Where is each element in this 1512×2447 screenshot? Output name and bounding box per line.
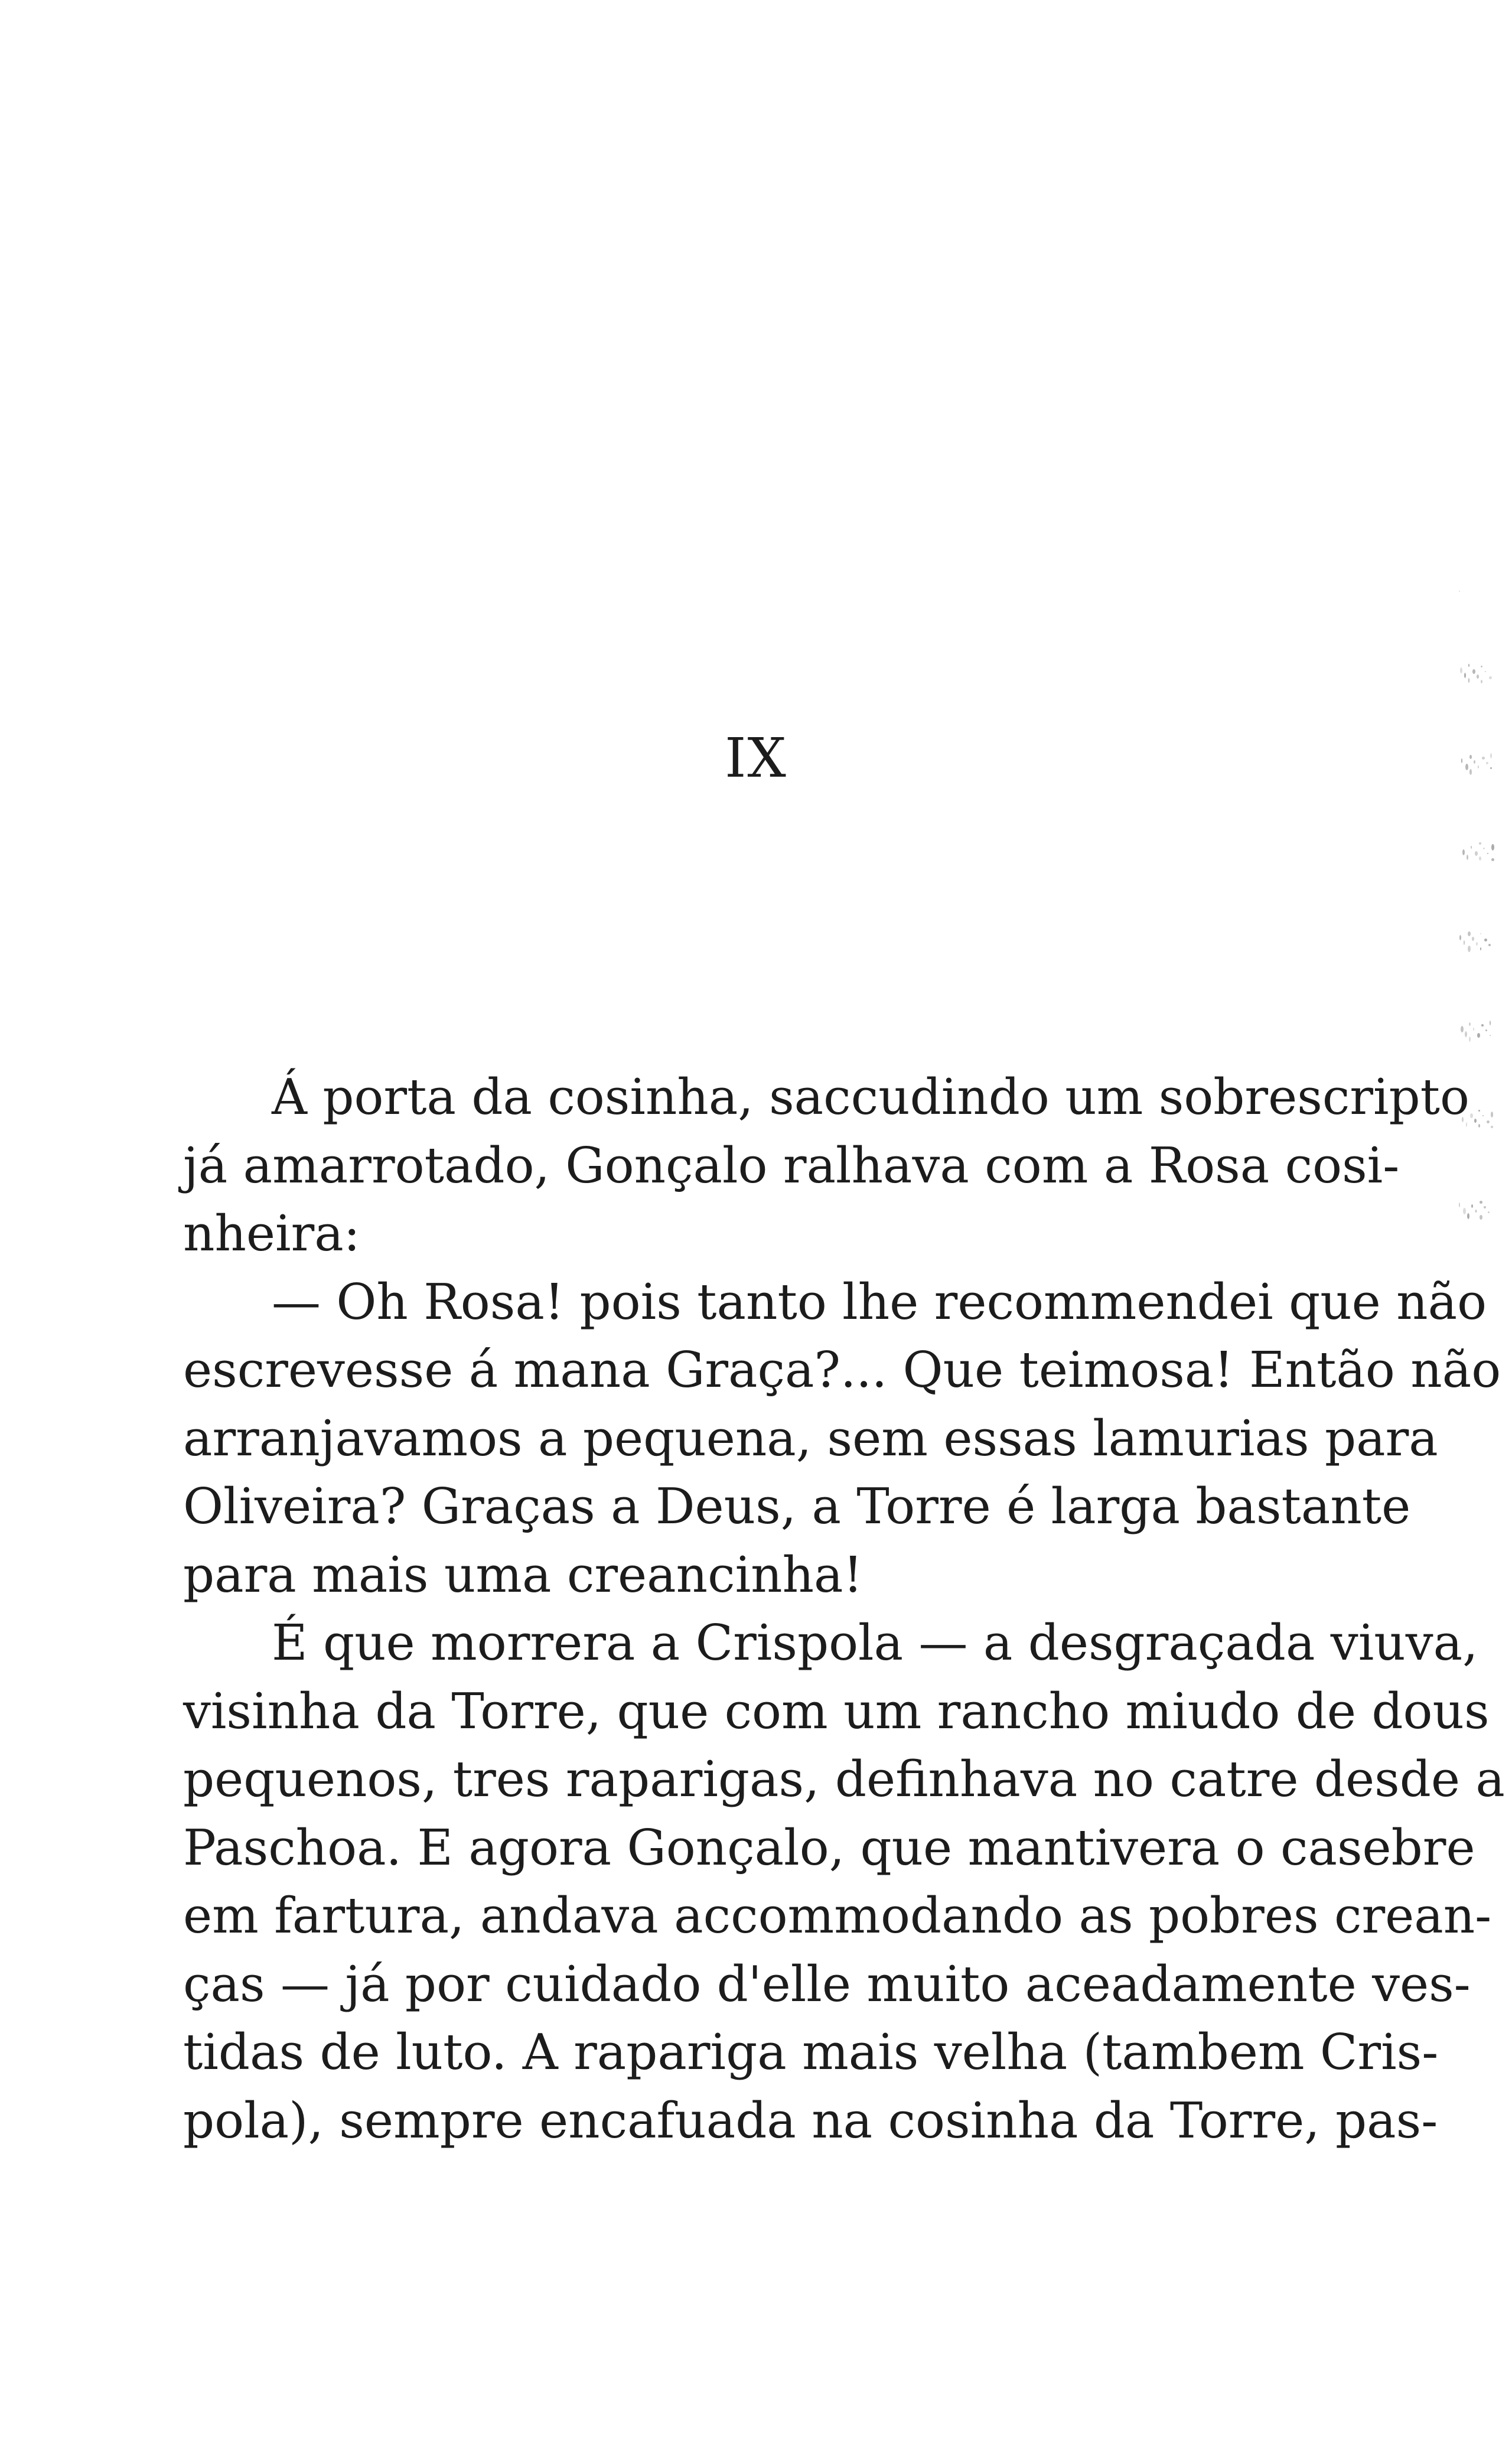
paper-speck (1472, 937, 1474, 941)
paper-speck (1468, 664, 1469, 667)
text-line: pequenos, tres raparigas, definhava no catre desde a (183, 1751, 1505, 1808)
paper-speck (1475, 1210, 1477, 1213)
text-line: arranjavamos a pequena, sem essas lamurias para (183, 1409, 1438, 1467)
paper-speck (1481, 1024, 1484, 1027)
paper-speck (1490, 1035, 1491, 1036)
paper-speck (1467, 1213, 1469, 1219)
paper-speck (1474, 760, 1475, 764)
paper-speck (1461, 1026, 1464, 1032)
paper-speck (1476, 942, 1478, 946)
paper-speck (1469, 755, 1472, 759)
body-text (183, 1063, 1505, 2155)
paper-speck (1490, 767, 1492, 769)
paper-speck (1462, 1117, 1464, 1122)
paper-speck (1480, 1201, 1482, 1204)
paper-speck (1460, 667, 1462, 673)
paper-speck (1473, 1028, 1474, 1031)
paper-speck (1477, 1033, 1480, 1038)
paper-speck (1491, 858, 1494, 861)
paper-speck (1479, 856, 1481, 861)
paper-speck (1462, 849, 1465, 855)
paper-speck (1485, 1029, 1487, 1031)
paper-speck (1461, 758, 1462, 763)
paper-speck (1490, 1021, 1491, 1025)
paper-speck (1465, 1031, 1467, 1037)
text-line: Á porta da cosinha, saccudindo um sobrescripto (272, 1068, 1469, 1126)
paper-speck (1479, 842, 1481, 845)
paper-speck (1484, 939, 1487, 941)
paper-speck (1478, 1110, 1480, 1112)
text-line: Oliveira? Graças a Deus, a Torre é larga bastante (183, 1478, 1411, 1535)
paper-speck (1465, 764, 1468, 770)
paper-speck (1459, 935, 1461, 940)
text-line: visinha da Torre, que com um rancho miudo de dous (183, 1682, 1490, 1740)
paper-speck (1459, 1203, 1460, 1207)
paper-speck (1467, 855, 1468, 860)
paper-speck (1471, 846, 1472, 849)
paper-speck (1483, 848, 1485, 849)
paper-speck (1491, 1126, 1493, 1128)
paper-speck (1478, 765, 1479, 768)
text-line: Paschoa. E agora Gonçalo, que mantivera o casebre (183, 1819, 1475, 1876)
paper-speck (1486, 762, 1488, 764)
paper-speck (1482, 757, 1485, 760)
paper-speck (1468, 931, 1471, 936)
paper-speck (1488, 944, 1491, 946)
text-line: para mais uma creancinha! (183, 1546, 863, 1604)
paper-speck (1466, 1122, 1467, 1127)
paper-speck (1482, 1115, 1484, 1116)
paper-speck (1477, 675, 1479, 679)
text-line: — Oh Rosa! pois tanto lhe recommendei que não (272, 1273, 1487, 1331)
paper-speck (1481, 680, 1482, 683)
paper-speck (1484, 1206, 1486, 1208)
paper-speck (1468, 678, 1469, 683)
text-line: em fartura, andava accommodando as pobres crean- (183, 1887, 1492, 1944)
page-binding-edge (1459, 591, 1494, 1229)
paper-speck (1474, 1119, 1477, 1123)
text-line: escrevesse á mana Graça?... Que teimosa! Então não (183, 1341, 1501, 1399)
paper-speck (1491, 844, 1494, 851)
paper-speck (1487, 853, 1488, 854)
paper-speck (1487, 1120, 1490, 1123)
paper-speck (1475, 851, 1478, 856)
text-line: É que morrera a Crispola — a desgraçada viuva, (272, 1614, 1478, 1671)
text-line: ças — já por cuidado d'elle muito aceadamente ves- (183, 1955, 1471, 2013)
paper-speck (1459, 591, 1460, 592)
text-line: já amarrotado, Gonçalo ralhava com a Rosa cosi- (183, 1136, 1400, 1194)
paper-speck (1489, 676, 1492, 679)
paper-speck (1472, 669, 1475, 674)
paper-speck (1490, 753, 1492, 758)
paper-speck (1469, 769, 1472, 775)
paper-speck (1464, 940, 1465, 945)
paper-speck (1478, 1124, 1480, 1128)
paper-speck (1463, 1208, 1466, 1214)
paper-speck (1480, 933, 1481, 934)
paper-speck (1464, 673, 1466, 678)
paper-speck (1468, 946, 1471, 952)
paper-speck (1480, 1215, 1482, 1220)
paper-speck (1485, 671, 1486, 672)
paper-speck (1469, 1022, 1471, 1026)
paper-speck (1469, 1037, 1471, 1042)
paper-speck (1471, 1204, 1473, 1208)
text-line: tidas de luto. A rapariga mais velha (tambem Cris- (183, 2024, 1439, 2081)
text-line: nheira: (183, 1205, 360, 1262)
paper-speck (1481, 666, 1482, 667)
paper-speck (1470, 1113, 1473, 1118)
paper-speck (1480, 947, 1481, 950)
chapter-heading: IX (725, 726, 787, 790)
paper-speck (1488, 1211, 1490, 1213)
text-line: pola), sempre encafuada na cosinha da Torre, pas- (183, 2091, 1438, 2149)
paper-speck (1491, 1112, 1493, 1117)
